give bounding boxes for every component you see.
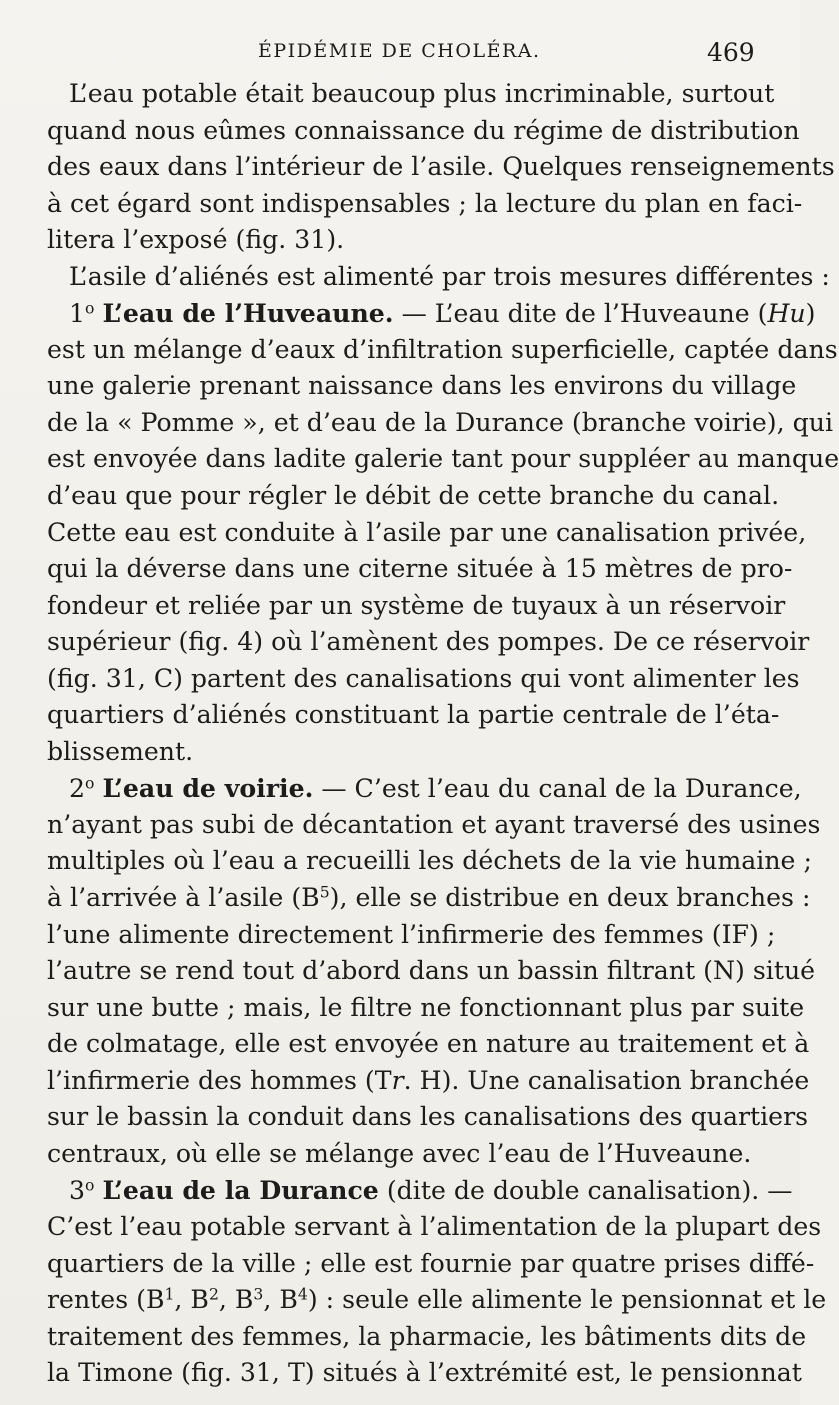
text-line [47,843,812,880]
text-line [47,1063,810,1100]
superscript: 5 [319,883,330,902]
text-run: multiples où l’eau a recueilli les déchets de la vie humaine ; [47,846,812,876]
section-heading: L’eau de voirie. [102,773,314,804]
text-line [47,259,830,296]
page-number: 469 [707,38,755,67]
text-run: — C’est l’eau du canal de la Durance, [313,774,802,804]
text-run: quartiers de la ville ; elle est fournie par quatre prises diffé- [47,1248,815,1278]
text-line [47,441,839,478]
text-line [47,295,816,332]
superscript: 2 [208,1285,219,1304]
text-run: Hu [767,299,806,329]
text-run: L’eau potable était beaucoup plus incriminable, surtout [69,79,775,108]
text-run: , B [174,1285,209,1315]
text-run: sur le bassin la conduit dans les canalisations des quartiers [47,1102,809,1132]
text-run: C’est l’eau potable servant à l’alimentation de la plupart des [47,1211,822,1241]
text-line [47,1209,822,1246]
superscript: 1 [164,1285,175,1304]
text-line [47,953,816,990]
page-header [0,36,800,76]
text-line [47,880,811,917]
text-run: de la « Pomme », et d’eau de la Durance (branche voirie), qui [47,407,834,437]
text-line [47,1355,802,1392]
text-run: qui la déverse dans une citerne située à 15 mètres de pro- [47,554,793,584]
text-line [47,1136,754,1173]
text-run: rentes (B [47,1285,165,1315]
text-line [47,697,780,734]
text-line [47,770,802,807]
text-line [47,368,797,405]
text-line [47,1246,815,1283]
running-title: ÉPIDÉMIE DE CHOLÉRA. [258,40,541,62]
text-run: (fig. 31, C) partent des canalisations qui vont alimenter les [47,663,800,693]
text-line [47,624,810,661]
text-run: ) : seule elle alimente le pensionnat et le [307,1285,827,1315]
text-run: 1 [69,299,86,329]
text-line [47,515,807,552]
text-line [47,1319,807,1356]
text-run: traitement des femmes, la pharmacie, les bâtiments dits de [47,1321,807,1351]
superscript: 3 [253,1285,264,1304]
text-run: — L’eau dite de l’Huveaune ( [393,299,768,329]
text-line [47,405,834,442]
text-line [47,76,775,113]
text-run: des eaux dans l’intérieur de l’asile. Quelques renseignements [47,152,835,182]
text-run: 3 [69,1176,86,1206]
text-line [47,186,803,223]
text-run: 2 [69,774,86,804]
text-line [47,917,776,954]
section-heading: L’eau de l’Huveaune. [102,298,394,329]
text-run: est un mélange d’eaux d’infiltration superficielle, captée dans [47,334,838,364]
text-run: quartiers d’aliénés constituant la partie centrale de l’éta- [47,700,780,730]
text-run: litera l’exposé (fig. 31). [47,225,345,255]
text-run: Cette eau est conduite à l’asile par une canalisation privée, [47,517,807,547]
text-run: supérieur (fig. 4) où l’amènent des pompes. De ce réservoir [47,627,810,657]
body-text [47,76,839,1392]
text-run: à l’arrivée à l’asile (B [47,883,320,913]
text-line [47,1026,810,1063]
text-run: centraux, où elle se mélange avec l’eau de l’Huveaune. [47,1138,752,1168]
text-line [47,478,780,515]
text-line [47,1099,809,1136]
text-line [47,807,821,844]
text-run: la Timone (fig. 31, T) situés à l’extrémité est, le pensionnat [47,1358,802,1388]
text-run: fondeur et reliée par un système de tuyaux à un réservoir [47,590,786,620]
text-line [47,1282,827,1319]
text-run: l’une alimente directement l’infirmerie des femmes (IF) ; [47,919,776,949]
superscript: 4 [297,1285,308,1304]
section-heading: L’eau de la Durance [102,1175,379,1206]
text-line [47,113,800,150]
text-run: à cet égard sont indispensables ; la lecture du plan en faci- [47,188,803,218]
superscript: o [85,1176,95,1195]
text-run: , B [218,1285,254,1315]
text-run: . H). Une canalisation branchée [403,1065,810,1095]
text-line [47,661,800,698]
text-line [47,734,754,771]
text-run: l’autre se rend tout d’abord dans un bassin filtrant (N) situé [47,956,816,986]
text-run: une galerie prenant naissance dans les environs du village [47,371,797,401]
text-line [47,588,786,625]
text-run: n’ayant pas subi de décantation et ayant traversé des usines [47,809,821,839]
text-run: l’infirmerie des hommes (T [47,1065,392,1095]
text-run: (dite de double canalisation). — [378,1176,793,1206]
text-line [47,551,793,588]
text-line [47,332,838,369]
superscript: o [85,299,95,318]
superscript: o [85,774,95,793]
text-run: blissement. [47,736,194,766]
text-run: est envoyée dans ladite galerie tant pour suppléer au manque [47,444,839,474]
text-line [47,149,835,186]
text-run: de colmatage, elle est envoyée en nature au traitement et à [47,1029,810,1059]
text-run: L’asile d’aliénés est alimenté par trois mesures différentes : [69,261,830,291]
text-run: sur une butte ; mais, le filtre ne fonctionnant plus par suite [47,992,805,1022]
text-line [47,1172,793,1209]
text-run: d’eau que pour régler le débit de cette branche du canal. [47,481,780,511]
text-run: quand nous eûmes connaissance du régime de distribution [47,115,800,145]
text-run: ), elle se distribue en deux branches : [329,883,811,913]
text-run: r [391,1065,404,1095]
text-run: , B [263,1285,298,1315]
text-run: ) [805,299,816,329]
text-line [47,990,805,1027]
text-line [47,222,754,259]
